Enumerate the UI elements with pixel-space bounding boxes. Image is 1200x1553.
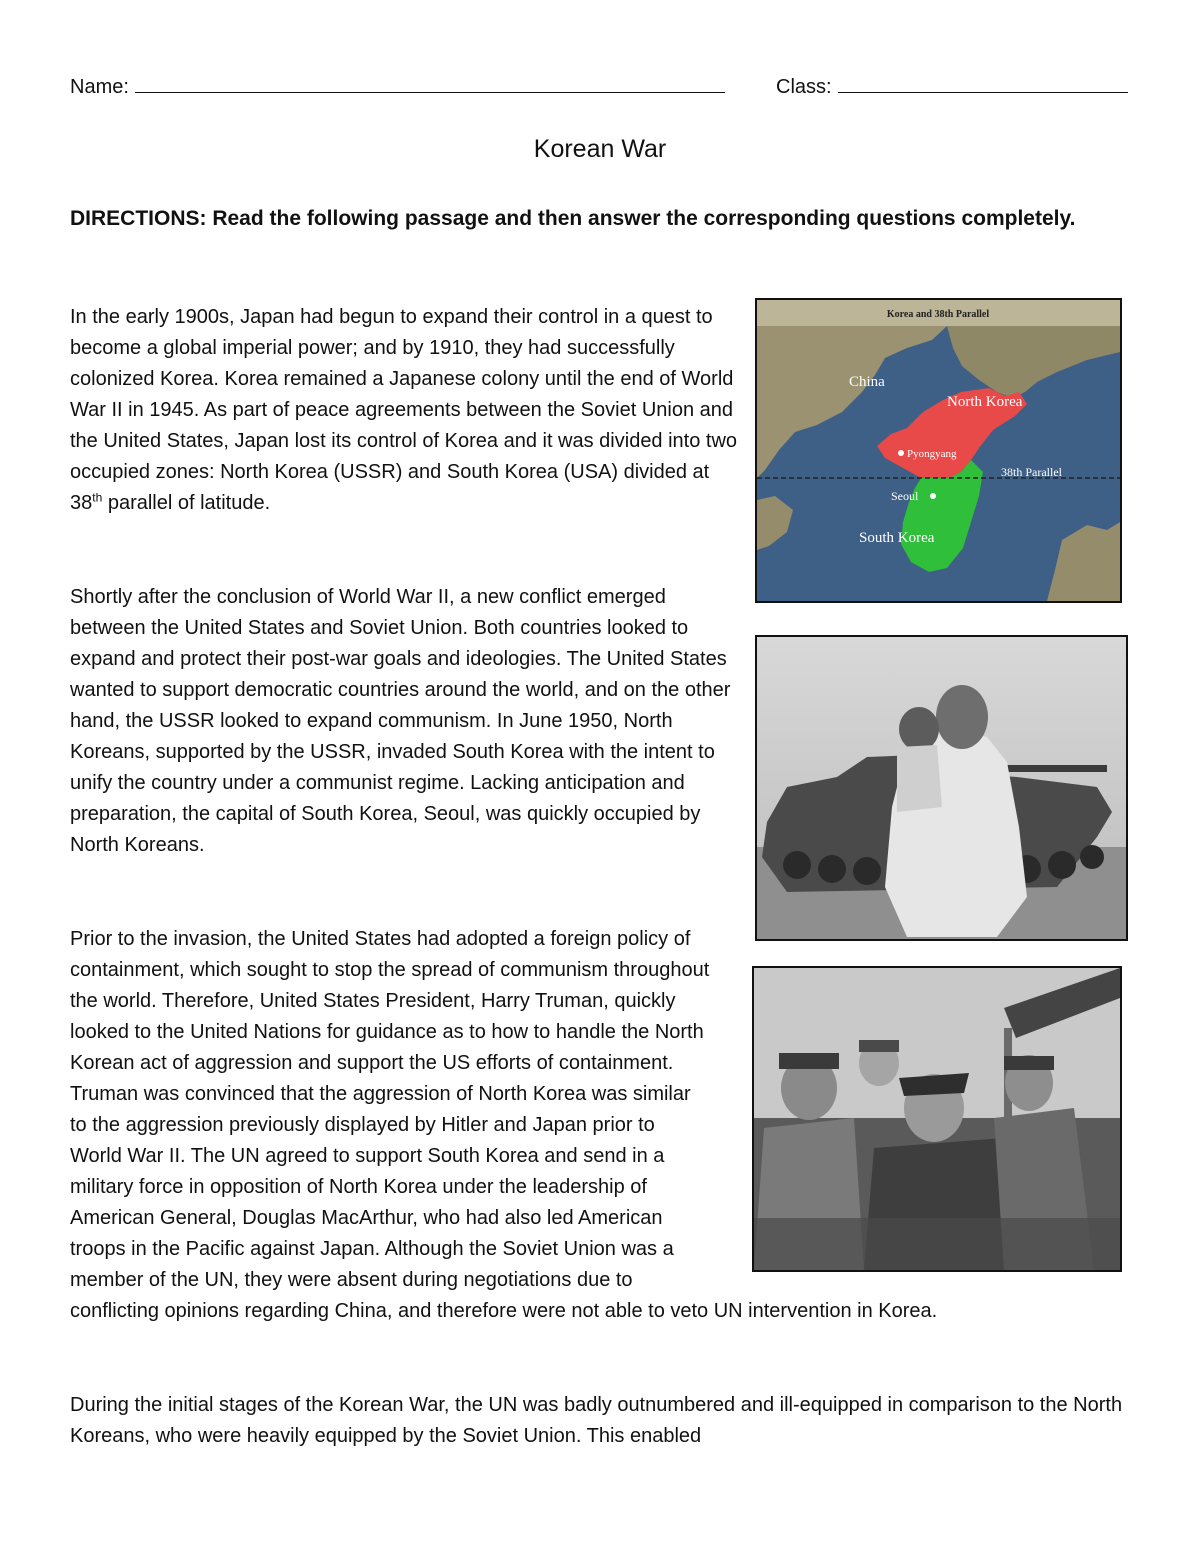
class-label: Class: [776, 76, 832, 98]
officer-back [859, 1040, 899, 1086]
seoul-marker [930, 493, 936, 499]
map-label-parallel: 38th Parallel [1001, 465, 1062, 479]
p1-superscript: th [92, 490, 103, 505]
directions: DIRECTIONS: Read the following passage and then answer the corresponding questions completely. [70, 207, 1076, 230]
map-label-pyongyang: Pyongyang [907, 448, 957, 460]
ship-rail [754, 1218, 1120, 1270]
map-graphic [757, 300, 1120, 601]
girl-head [936, 685, 988, 749]
passage-paragraph-4: During the initial stages of the Korean War, the UN was badly outnumbered and ill-equipped in comparison to the North Koreans, who were heavily equipped by the Soviet Union. This enabled [70, 1394, 1123, 1447]
name-blank-line[interactable] [135, 72, 725, 93]
passage-paragraph-1 [70, 302, 740, 519]
passage-paragraph-2: Shortly after the conclusion of World War II, a new conflict emerged between the United States and Soviet Union. Both countries looked to expand and protect their post-war goals and ideologies. The United States wanted to support democratic countries around the world, and on the other hand, the USSR looked to expand communism. In June 1950, North Koreans, supported by the USSR, invaded South Korea with the intent to unify the country under a communist regime. Lacking anticipation and preparation, the capital of South Korea, Seoul, was quickly occupied by North Koreans. [70, 586, 731, 856]
child-body [897, 745, 942, 812]
korea-38th-parallel-map [755, 298, 1122, 603]
name-label: Name: [70, 76, 129, 98]
photo-macarthur-officers [752, 966, 1122, 1272]
photo-officers-graphic [754, 968, 1120, 1270]
class-blank-line[interactable] [838, 72, 1128, 93]
child-head [899, 707, 939, 751]
map-label-north-korea: North Korea [947, 394, 1023, 410]
map-label-seoul: Seoul [891, 489, 919, 503]
map-label-china: China [849, 374, 885, 390]
class-field-row [776, 72, 1128, 101]
map-title: Korea and 38th Parallel [886, 309, 990, 320]
pyongyang-marker [898, 450, 904, 456]
p1-text: In the early 1900s, Japan had begun to expand their control in a quest to become a global imperial power; and by 1910, they had successfully colonized Korea. Korea remained a Japanese colony until the end of World War II in 1945. As part of peace agreements between the Soviet Union and the United States, Japan lost its control of Korea and it was divided into two occupied zones: North Korea (USSR) and South Korea (USA) divided at 38 [70, 306, 738, 514]
name-field-row [70, 72, 725, 101]
p3-text: Prior to the invasion, the United States had adopted a foreign policy of containment, which sought to stop the spread of communism throughout the world. Therefore, United States President, Harry Truman, quickly looked to the United Nations for guidance as to how to handle the North Korean act of aggression and support the US efforts of containment. Truman was convinced that the aggression of North Korea was similar to the aggression previously displayed by Hitler and Japan prior to World War II. The UN agreed to support South Korea and send in a military force in opposition of North Korea under the leadership of American General, Douglas MacArthur, who had also led American troops in the Pacific against Japan. Although the Soviet Union was a member of the UN, they were absent during negotiations due to conflicting opinions regarding China, and therefore were not able to veto UN intervention in Korea. [70, 928, 938, 1322]
p1-text-end: parallel of latitude. [102, 492, 271, 514]
photo-girl-with-child-and-tank [755, 635, 1128, 941]
page-title: Korean War [533, 135, 667, 163]
map-label-south-korea: South Korea [859, 530, 935, 546]
photo-girl-graphic [757, 637, 1126, 939]
